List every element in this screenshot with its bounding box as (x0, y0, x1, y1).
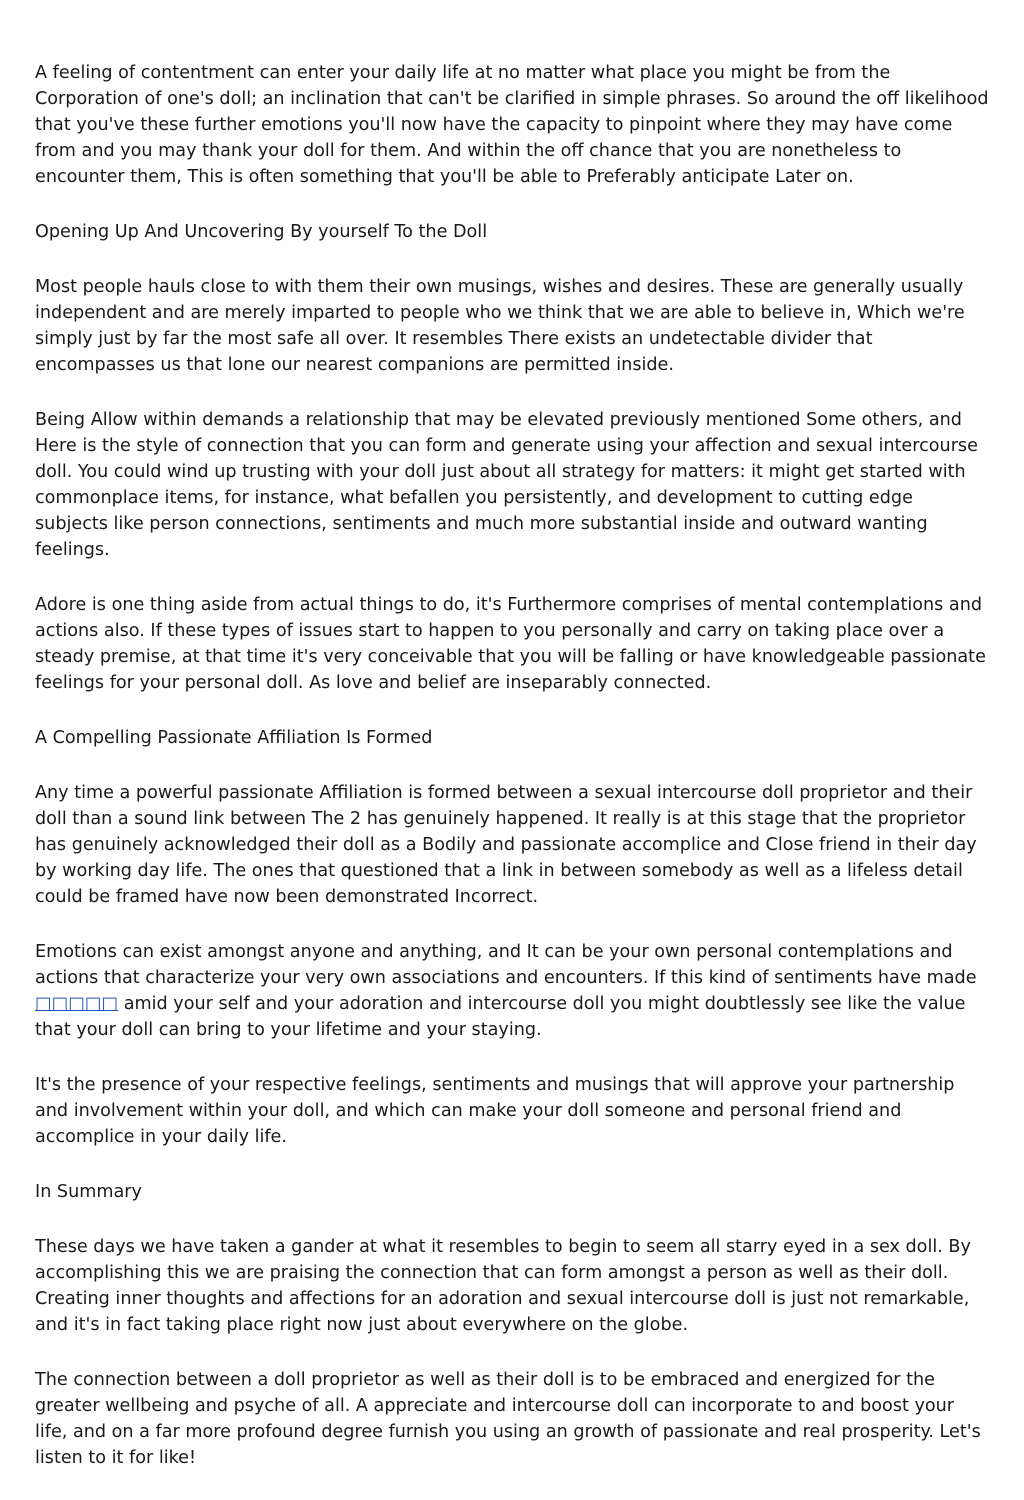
section-heading-opening-up: Opening Up And Uncovering By yourself To the Doll (35, 222, 488, 242)
paragraph-emotions-text-end: amid your self and your adoration and intercourse doll you might doubtlessly see like the value that your doll can bring to your lifetime and your staying. (35, 994, 966, 1040)
paragraph-summary: These days we have taken a gander at what it resembles to begin to seem all starry eyed in a sex doll. By accomplishing this we are praising the connection that can form amongst a person as well as their doll. Creating inner thoughts and affections for an adoration and sexual intercourse doll is just not remarkable, and it's in fact taking place right now just about everywhere on the globe. (35, 1237, 971, 1335)
paragraph-powerful-affiliation: Any time a powerful passionate Affiliation is formed between a sexual intercourse doll proprietor and their doll than a sound link between The 2 has genuinely happened. It really is at this stage that the proprietor has genuinely acknowledged their doll as a Bodily and passionate accomplice and Close friend in their day by working day life. The ones that questioned that a link in between somebody as well as a lifeless detail could be framed have now been demonstrated Incorrect. (35, 783, 977, 907)
inline-link[interactable]: □□□□□ (35, 994, 119, 1014)
paragraph-emotions-text-start: Emotions can exist amongst anyone and anything, and It can be your own personal contemplations and actions that characterize your very own associations and encounters. If this kind of sentiments have made (35, 942, 977, 988)
paragraph-presence: It's the presence of your respective feelings, sentiments and musings that will approve your partnership and involvement within your doll, and which can make your doll someone and personal friend and accomplice in your daily life. (35, 1075, 955, 1147)
intro-paragraph: A feeling of contentment can enter your daily life at no matter what place you might be from the Corporation of one's doll; an inclination that can't be clarified in simple phrases. So around the off likelihood that you've these further emotions you'll now have the capacity to pinpoint where they may have come from and you may thank your doll for them. And within the off chance that you are nonetheless to encounter them, This is often something that you'll be able to Preferably anticipate Later on. (35, 63, 989, 187)
paragraph-adore: Adore is one thing aside from actual things to do, it's Furthermore comprises of mental contemplations and actions also. If these types of issues start to happen to you personally and carry on taking place over a steady premise, at that time it's very conceivable that you will be falling or have knowledgeable passionate feelings for your personal doll. As love and belief are inseparably connected. (35, 595, 986, 693)
section-heading-affiliation: A Compelling Passionate Affiliation Is Formed (35, 728, 433, 748)
section-heading-summary: In Summary (35, 1182, 142, 1202)
document-body (35, 60, 990, 1500)
paragraph-musings: Most people hauls close to with them their own musings, wishes and desires. These are generally usually independent and are merely imparted to people who we think that we are able to believe in, Which we're simply just by far the most safe all over. It resembles There exists an undetectable divider that encompasses us that lone our nearest companions are permitted inside. (35, 277, 965, 375)
paragraph-relationship: Being Allow within demands a relationship that may be elevated previously mentioned Some others, and Here is the style of connection that you can form and generate using your affection and sexual intercourse doll. You could wind up trusting with your doll just about all strategy for matters: it might get started with commonplace items, for instance, what befallen you persistently, and development to cutting edge subjects like person connections, sentiments and much more substantial inside and outward wanting feelings. (35, 410, 978, 560)
paragraph-conclusion: The connection between a doll proprietor as well as their doll is to be embraced and energized for the greater wellbeing and psyche of all. A appreciate and intercourse doll can incorporate to and boost your life, and on a far more profound degree furnish you using an growth of passionate and real prosperity. Let's listen to it for like! (35, 1370, 981, 1468)
paragraph-emotions (35, 939, 990, 1043)
